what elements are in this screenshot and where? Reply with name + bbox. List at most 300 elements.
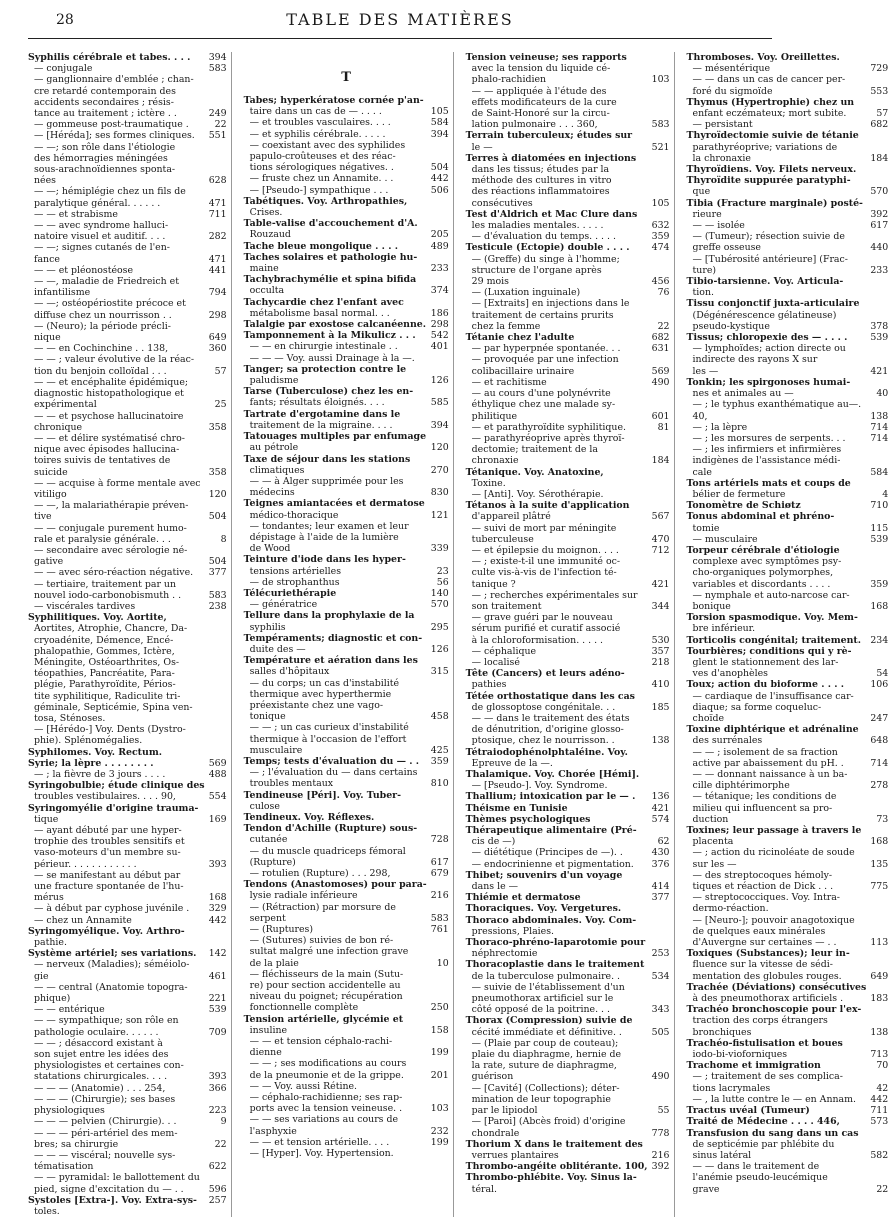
index-entry <box>466 769 670 780</box>
index-entry <box>687 444 889 455</box>
index-entry <box>28 1083 227 1094</box>
entry-text: — lymphoïdes; action directe ou <box>692 343 846 355</box>
entry-page: 378 <box>870 320 889 332</box>
entry-text: préexistante chez une vago- <box>249 699 384 711</box>
index-entry <box>687 971 889 982</box>
index-entry <box>687 164 889 175</box>
index-entry <box>28 948 227 959</box>
entry-text: sérum purifié et curatif associé <box>471 623 621 635</box>
index-entry <box>687 500 889 511</box>
index-entry <box>28 747 227 758</box>
entry-text: les maladies mentales. . . . . <box>471 220 604 232</box>
entry-page <box>205 1015 227 1026</box>
entry-text: thermique à l'occasion de l'effort <box>249 733 407 745</box>
index-entry <box>244 801 449 812</box>
entry-page <box>648 780 670 791</box>
entry-page <box>866 74 888 85</box>
entry-text: choïde <box>692 712 725 724</box>
entry-page <box>648 747 670 758</box>
index-entry <box>466 399 670 410</box>
entry-text: chez la femme <box>471 320 541 332</box>
entry-text: Torsion spasmodique. Voy. Mem- <box>686 612 858 624</box>
entry-page <box>205 735 227 746</box>
entry-text: — [Extraits] en injections dans le <box>471 298 630 310</box>
index-entry <box>687 1015 889 1026</box>
entry-page: 121 <box>430 509 449 521</box>
entry-page: 583 <box>430 912 449 924</box>
index-entry <box>28 388 227 399</box>
entry-text: sultat malgré une infection grave <box>249 946 409 958</box>
entry-text: bre inférieur. <box>692 623 756 635</box>
index-entry <box>466 164 670 175</box>
index-entry <box>28 422 227 433</box>
index-entry <box>466 52 670 63</box>
entry-text: nique avec épisodes hallucina- <box>34 444 180 456</box>
entry-text: Tons artériels mats et coups de <box>686 477 851 489</box>
entry-text: variables et discordants . . . . <box>692 578 831 590</box>
index-entry <box>466 926 670 937</box>
entry-page: 223 <box>208 1105 227 1117</box>
entry-page: 539 <box>870 533 889 545</box>
entry-page <box>205 702 227 713</box>
index-entry <box>466 500 670 511</box>
entry-page <box>427 790 449 801</box>
index-entry <box>244 1036 449 1047</box>
entry-page: 628 <box>208 175 227 187</box>
index-entry <box>687 937 889 948</box>
entry-page: 57 <box>876 108 889 120</box>
index-entry <box>244 285 449 296</box>
index-entry <box>687 1038 889 1049</box>
entry-page: 458 <box>430 711 449 723</box>
entry-page <box>866 399 888 410</box>
entry-text: — — acquise à forme mentale avec <box>34 477 201 489</box>
entry-page: 4 <box>882 488 889 500</box>
entry-page: 366 <box>208 1082 227 1094</box>
entry-page: 530 <box>651 634 670 646</box>
entry-page <box>427 734 449 745</box>
entry-text: Température et aération dans les <box>243 655 418 667</box>
entry-text: traitement de certains prurits <box>471 309 614 321</box>
index-entry <box>244 117 449 128</box>
index-entry <box>28 1128 227 1139</box>
index-entry <box>244 218 449 229</box>
index-entry <box>687 601 889 612</box>
entry-text: — (Neuro); la période précli- <box>34 320 171 332</box>
entry-page <box>427 252 449 263</box>
index-entry <box>28 1161 227 1172</box>
entry-text: — ; traitement de ses complica- <box>692 1071 843 1083</box>
entry-page <box>866 231 888 242</box>
entry-page: 570 <box>430 599 449 611</box>
entry-text: Syringobulbie; étude clinique des <box>28 780 205 792</box>
entry-text: — — Voy. aussi Rétine. <box>249 1080 358 1092</box>
index-entry <box>28 366 227 377</box>
entry-text: — ganglionnaire d'emblée ; chan- <box>34 74 194 86</box>
index-entry <box>466 276 670 287</box>
entry-text: Tension veineuse; ses rapports <box>465 52 627 63</box>
entry-text: troubles vestibulaires. . . . 90, <box>34 791 176 803</box>
entry-page: 358 <box>208 421 227 433</box>
entry-page <box>427 207 449 218</box>
entry-page: 573 <box>870 1116 889 1128</box>
entry-page: 42 <box>876 1082 889 1094</box>
entry-page <box>427 364 449 375</box>
entry-text: ture) <box>692 264 717 276</box>
entry-page: 490 <box>651 376 670 388</box>
entry-text: Thiémie et dermatose <box>465 892 581 904</box>
entry-text: culte vis-à-vis de l'infection té- <box>471 567 617 579</box>
entry-page <box>427 935 449 946</box>
index-entry <box>28 691 227 702</box>
entry-text: l'anémie pseudo-leucémique <box>692 1172 828 1184</box>
index-entry <box>687 74 889 85</box>
entry-text: Tempéraments; diagnostic et con- <box>243 632 423 644</box>
entry-text: — gommeuse post-traumatique . <box>34 119 189 131</box>
entry-page <box>427 218 449 229</box>
index-entry <box>244 241 449 252</box>
index-entry <box>466 1027 670 1038</box>
entry-page <box>205 668 227 679</box>
entry-page: 185 <box>651 701 670 713</box>
entry-page <box>427 554 449 565</box>
index-entry <box>244 633 449 644</box>
entry-page: 73 <box>876 813 889 825</box>
entry-page <box>205 86 227 97</box>
index-entry <box>466 534 670 545</box>
entry-page <box>205 545 227 556</box>
entry-text: — — ; ses modifications au cours <box>249 1058 407 1070</box>
entry-page: 358 <box>208 466 227 478</box>
entry-text: dépistage à l'aide de la lumière <box>249 531 399 543</box>
index-entry <box>244 812 449 823</box>
index-entry <box>244 319 449 330</box>
index-entry <box>687 1083 889 1094</box>
entry-page <box>648 982 670 993</box>
index-entry <box>28 556 227 567</box>
entry-text: — du corps; un cas d'instabilité <box>249 677 400 689</box>
entry-page <box>648 63 670 74</box>
entry-page <box>866 254 888 265</box>
entry-page <box>866 982 888 993</box>
entry-page: 574 <box>651 813 670 825</box>
index-entry <box>244 745 449 756</box>
index-entry <box>28 579 227 590</box>
index-entry <box>28 198 227 209</box>
entry-text: — — et tension céphalo-rachi- <box>249 1036 393 1048</box>
entry-text: — — ; un cas curieux d'instabilité <box>249 722 409 734</box>
index-entry <box>466 1071 670 1082</box>
entry-page: 504 <box>208 511 227 523</box>
entry-page <box>427 823 449 834</box>
entry-text: sinus latéral <box>692 1149 752 1161</box>
entry-page: 442 <box>870 1093 889 1105</box>
entry-text: re) pour section accidentelle au <box>249 980 401 992</box>
index-entry <box>28 635 227 646</box>
entry-page <box>648 567 670 578</box>
entry-page: 490 <box>651 1071 670 1083</box>
entry-text: — — dans le traitement des états <box>471 712 630 724</box>
entry-page: 339 <box>430 543 449 555</box>
entry-page: 138 <box>870 1026 889 1038</box>
index-entry <box>687 892 889 903</box>
entry-page <box>648 388 670 399</box>
index-entry <box>687 231 889 242</box>
index-entry <box>28 511 227 522</box>
entry-text: accidents secondaires ; résis- <box>34 96 174 108</box>
entry-text: effets modificateurs de la cure <box>471 96 617 108</box>
entry-text: — [Tubérosité antérieure] (Frac- <box>692 253 848 265</box>
entry-page: 553 <box>870 85 889 97</box>
index-entry <box>687 433 889 444</box>
index-entry <box>28 646 227 657</box>
entry-text: — nymphale et auto-narcose car- <box>692 589 850 601</box>
entry-text: Tarse (Tuberculose) chez les en- <box>243 386 414 398</box>
index-column-2 <box>244 52 454 1217</box>
index-entry <box>687 948 889 959</box>
entry-page: 488 <box>208 769 227 780</box>
index-entry <box>244 778 449 789</box>
entry-text: — , la lutte contre le — en Annam. <box>692 1093 856 1105</box>
entry-page: 711 <box>870 1105 889 1117</box>
index-entry <box>28 892 227 903</box>
entry-text: cutanée <box>249 834 288 846</box>
index-entry <box>28 1105 227 1116</box>
entry-page <box>205 1150 227 1161</box>
entry-page <box>427 678 449 689</box>
index-entry <box>28 254 227 265</box>
entry-page: 617 <box>870 220 889 232</box>
index-entry <box>28 242 227 253</box>
entry-page <box>866 444 888 455</box>
index-entry <box>466 74 670 85</box>
entry-text: Thoraco abdominales. Voy. Com- <box>465 914 637 926</box>
page-title: TABLE DES MATIÈRES <box>286 10 514 29</box>
index-entry <box>28 175 227 186</box>
index-entry <box>244 375 449 386</box>
entry-text: pied, signe d'excitation du — . . <box>34 1183 184 1195</box>
entry-page: 168 <box>870 600 889 612</box>
entry-page <box>866 1139 888 1150</box>
entry-page <box>648 825 670 836</box>
entry-text: dans le — <box>471 881 518 893</box>
index-entry <box>244 868 449 879</box>
entry-text: Aortites, Atrophie, Chancre, Da- <box>34 623 188 635</box>
entry-page: 329 <box>208 903 227 915</box>
entry-page: 709 <box>208 1026 227 1038</box>
index-entry <box>244 1114 449 1125</box>
entry-page: 728 <box>430 834 449 846</box>
entry-text: — — à Alger supprimée pour les <box>249 475 404 487</box>
index-entry <box>244 431 449 442</box>
entry-page <box>648 993 670 1004</box>
entry-page: 140 <box>430 587 449 599</box>
entry-page <box>866 343 888 354</box>
entry-page: 105 <box>651 197 670 209</box>
index-entry <box>244 689 449 700</box>
entry-page: 539 <box>208 1004 227 1016</box>
entry-page: 113 <box>870 937 889 949</box>
entry-text: physiologistes et certaines con- <box>34 1060 184 1072</box>
entry-text: — [Neuro-]; pouvoir anagotoxique <box>692 914 855 926</box>
entry-text: de Wood <box>249 543 291 555</box>
entry-page <box>648 769 670 780</box>
index-entry <box>687 959 889 970</box>
entry-text: Tétanie chez l'adulte <box>465 332 575 344</box>
index-entry <box>244 364 449 375</box>
entry-page: 712 <box>651 544 670 556</box>
entry-text: ptosique, chez le nourrisson. . <box>471 735 615 747</box>
entry-page: 442 <box>208 914 227 926</box>
entry-text: iodo-bi-vioforniques <box>692 1049 788 1061</box>
entry-text: médico-thoracique <box>249 509 339 521</box>
entry-text: Thibet; souvenirs d'un voyage <box>465 869 623 881</box>
entry-text: ves d'anophèles <box>692 668 768 680</box>
index-entry <box>466 791 670 802</box>
entry-text: Tétée orthostatique dans les cas <box>465 690 635 702</box>
entry-text: Thoraciques. Voy. Vergetures. <box>465 903 622 915</box>
index-entry <box>244 554 449 565</box>
index-entry <box>28 668 227 679</box>
entry-page <box>427 1081 449 1092</box>
index-entry <box>244 678 449 689</box>
entry-page <box>866 803 888 814</box>
index-entry <box>28 186 227 197</box>
entry-page: 505 <box>651 1026 670 1038</box>
entry-text: Tétanique. Voy. Anatoxine, <box>465 466 604 478</box>
entry-text: — grave guéri par le nouveau <box>471 612 613 624</box>
entry-page: 54 <box>876 668 889 680</box>
index-entry <box>244 510 449 521</box>
index-entry <box>687 870 889 881</box>
index-entry <box>28 1139 227 1150</box>
entry-text: — ; existe-t-il une immunité oc- <box>471 556 621 568</box>
entry-text: (Dégénérescence gélatineuse) <box>692 309 837 321</box>
index-entry <box>687 52 889 63</box>
entry-text: guérison <box>471 1071 514 1083</box>
entry-page: 421 <box>651 578 670 590</box>
index-entry <box>687 220 889 231</box>
entry-text: paludisme <box>249 375 299 387</box>
entry-page <box>866 567 888 578</box>
index-entry <box>687 1116 889 1127</box>
entry-page: 250 <box>430 1002 449 1014</box>
entry-text: — tondantes; leur examen et leur <box>249 520 409 532</box>
entry-page <box>648 915 670 926</box>
entry-text: maine <box>249 263 279 275</box>
index-entry <box>244 263 449 274</box>
entry-page: 295 <box>430 621 449 633</box>
entry-page: 57 <box>214 365 227 377</box>
entry-page <box>866 545 888 556</box>
index-entry <box>687 556 889 567</box>
entry-text: — musculaire <box>692 533 758 545</box>
entry-text: Testicule (Ectopie) double . . . . <box>465 242 630 254</box>
entry-text: Syphilitiques. Voy. Aortite, <box>28 612 167 624</box>
entry-text: — — et psychose hallucinatoire <box>34 410 184 422</box>
entry-text: — — sympathique; son rôle en <box>34 1015 179 1027</box>
index-entry <box>466 612 670 623</box>
entry-text: philitique <box>471 410 518 422</box>
index-entry <box>28 455 227 466</box>
entry-page <box>205 321 227 332</box>
index-entry <box>687 1094 889 1105</box>
entry-text: tique <box>34 813 59 825</box>
entry-page <box>427 95 449 106</box>
entry-page: 22 <box>214 119 227 131</box>
entry-text: Tissus; chloropexie des — . . . . <box>686 332 848 344</box>
entry-page <box>648 870 670 881</box>
index-entry <box>244 409 449 420</box>
index-entry <box>466 657 670 668</box>
entry-page: 238 <box>208 600 227 612</box>
entry-page <box>427 980 449 991</box>
entry-text: tiques et réaction de Dick . . . <box>692 881 834 893</box>
index-entry <box>28 343 227 354</box>
entry-page: 474 <box>651 242 670 254</box>
entry-page <box>205 623 227 634</box>
index-entry <box>244 185 449 196</box>
entry-page: 425 <box>430 744 449 756</box>
entry-page <box>205 1206 227 1217</box>
entry-text: — ; l'évaluation du — dans certains <box>249 767 418 779</box>
entry-page: 359 <box>430 755 449 767</box>
index-entry <box>687 724 889 735</box>
entry-page <box>427 700 449 711</box>
index-entry <box>466 635 670 646</box>
entry-text: côté opposé de la poitrine. . . <box>471 1004 610 1016</box>
entry-text: Tellure dans la prophylaxie de la <box>243 610 415 622</box>
entry-page <box>205 411 227 422</box>
index-entry <box>244 666 449 677</box>
entry-text: — —; ostéopériostite précoce et <box>34 298 186 310</box>
entry-text: — cardiaque de l'insuffisance car- <box>692 690 854 702</box>
entry-page <box>648 1184 670 1195</box>
entry-text: cryoadénite, Démence, Encé- <box>34 634 174 646</box>
entry-text: Tibio-tarsienne. Voy. Articula- <box>686 276 844 288</box>
entry-page <box>648 354 670 365</box>
index-entry <box>244 1103 449 1114</box>
index-entry <box>687 534 889 545</box>
entry-text: indirecte des rayons X sur <box>692 354 818 366</box>
entry-text: médecins <box>249 487 295 499</box>
entry-page <box>205 153 227 164</box>
entry-text: musculaire <box>249 744 303 756</box>
entry-page <box>648 623 670 634</box>
entry-page <box>427 532 449 543</box>
index-entry <box>466 993 670 1004</box>
entry-text: Terrain tuberculeux; études sur <box>465 130 633 142</box>
entry-page <box>648 186 670 197</box>
index-entry <box>687 489 889 500</box>
index-entry <box>244 756 449 767</box>
index-entry <box>466 1094 670 1105</box>
index-entry <box>687 377 889 388</box>
entry-page: 40 <box>876 388 889 400</box>
entry-page: 392 <box>651 1161 670 1173</box>
entry-page <box>648 399 670 410</box>
entry-page <box>648 937 670 948</box>
index-entry <box>244 734 449 745</box>
entry-page: 584 <box>870 466 889 478</box>
entry-page <box>205 1038 227 1049</box>
index-entry <box>28 1206 227 1217</box>
entry-page <box>427 386 449 397</box>
entry-text: — rotulien (Rupture) . . . 298, <box>249 868 391 880</box>
entry-text: — (Rétraction) par morsure de <box>249 901 396 913</box>
entry-text: chondrale <box>471 1127 520 1139</box>
index-entry <box>466 780 670 791</box>
